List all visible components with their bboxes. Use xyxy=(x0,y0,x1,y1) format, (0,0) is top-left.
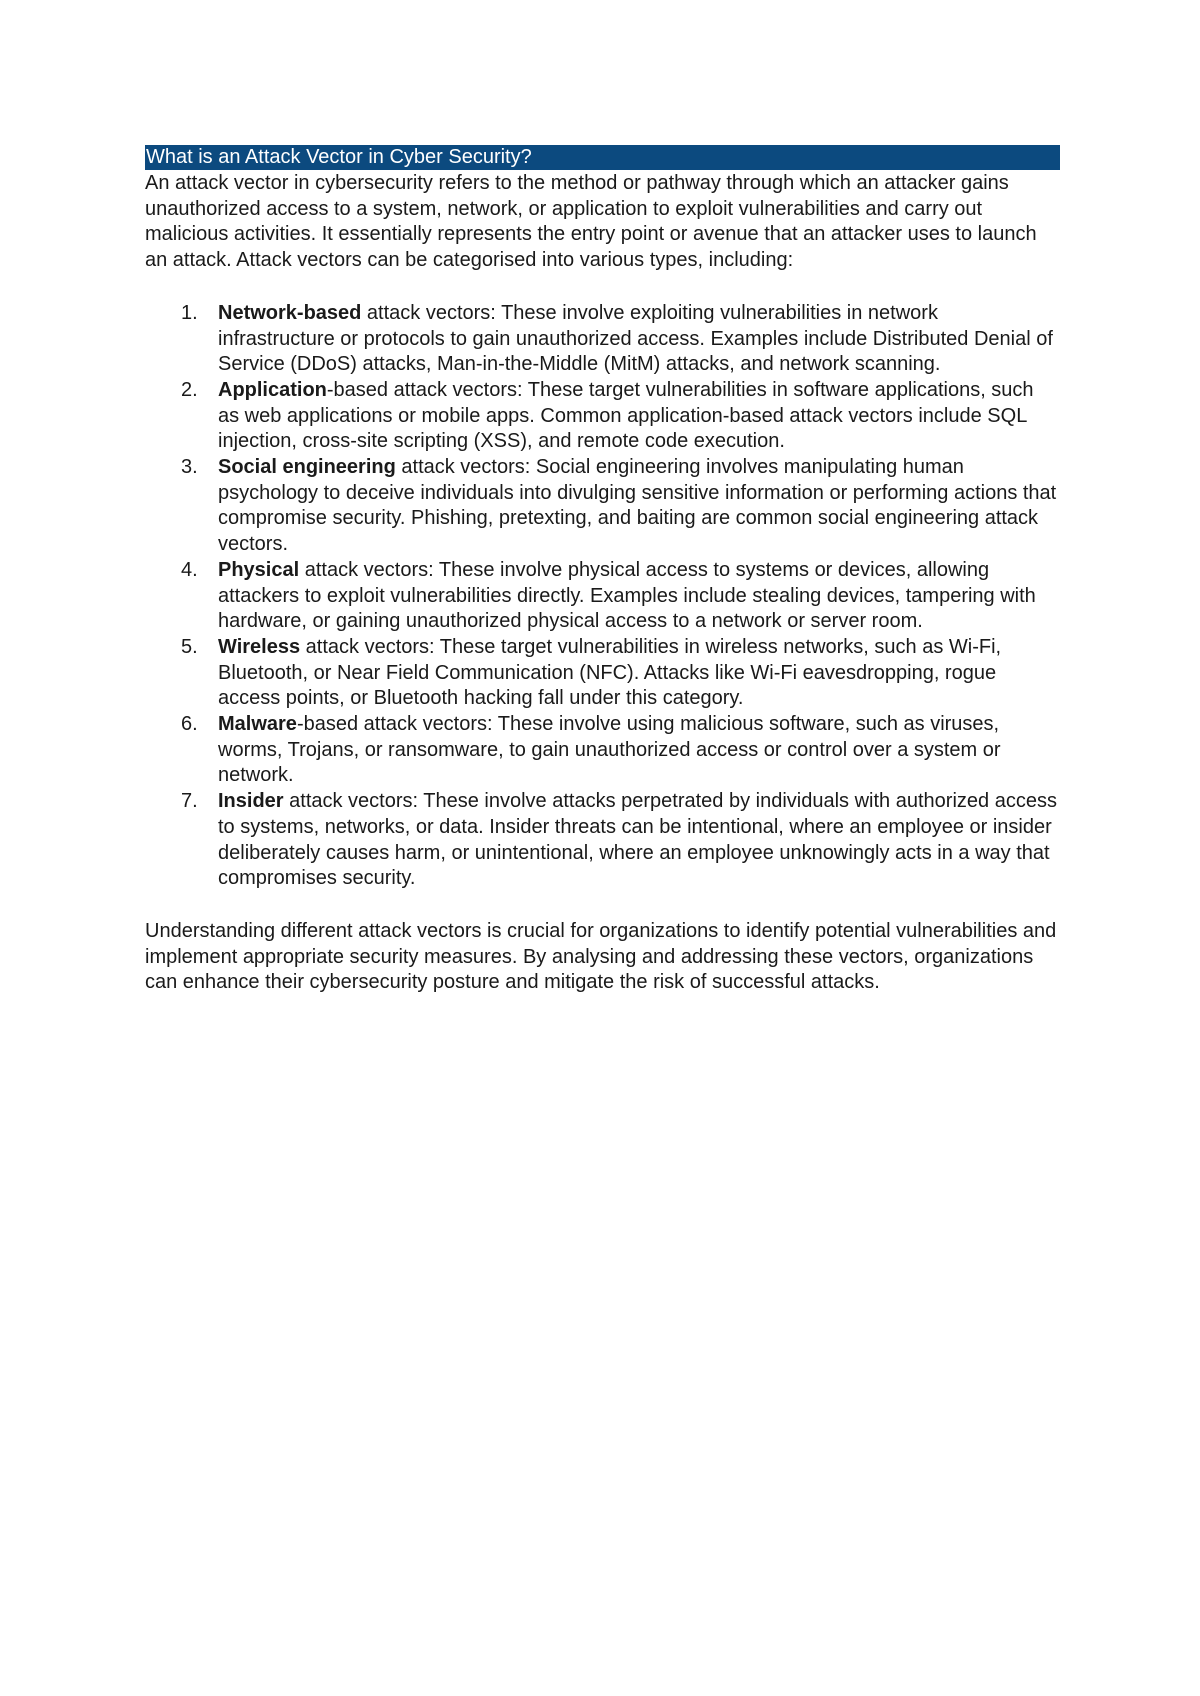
document-page xyxy=(145,145,1060,996)
list-item-number: 6. xyxy=(181,713,198,736)
list-item xyxy=(145,635,1060,712)
list-item-term: Malware xyxy=(218,713,297,736)
list-item-text: attack vectors: These involve exploiting vulnerabilities in network infrastructure or protocols to gain unauthorized access. Examples include Distributed Denial of Service (DDoS) attacks, Man-in-the-Middle (MitM) attacks, and network scanning. xyxy=(218,301,1053,376)
list-item-number: 7. xyxy=(181,790,198,813)
list-item-text: attack vectors: Social engineering involves manipulating human psychology to deceive individuals into divulging sensitive information or performing actions that compromise security. Phishing, pretexting, and baiting are common social engineering attack vectors. xyxy=(218,456,1057,556)
intro-paragraph: An attack vector in cybersecurity refers to the method or pathway through which an attacker gains unauthorized access to a system, network, or application to exploit vulnerabilities and carry out malicious activities. It essentially represents the entry point or avenue that an attacker uses to launch an attack. Attack vectors can be categorised into various types, including: xyxy=(145,172,1037,272)
list-item-number: 2. xyxy=(181,378,198,401)
list-item xyxy=(145,378,1060,455)
list-item-term: Social engineering xyxy=(218,456,396,479)
list-item-text: attack vectors: These target vulnerabilities in wireless networks, such as Wi-Fi, Bluetooth, or Near Field Communication (NFC). Attacks like Wi-Fi eavesdropping, rogue access points, or Bluetooth hacking fall under this category. xyxy=(218,635,1002,710)
list-item-term: Insider xyxy=(218,790,284,813)
list-item-number: 5. xyxy=(181,635,198,658)
list-item-number: 4. xyxy=(181,558,198,581)
list-item-term: Wireless xyxy=(218,635,301,658)
list-item xyxy=(145,558,1060,635)
list-item-text: -based attack vectors: These involve using malicious software, such as viruses, worms, Trojans, or ransomware, to gain unauthorized access or control over a system or network. xyxy=(218,713,1001,787)
list-item-term: Application xyxy=(218,378,327,401)
document-heading: What is an Attack Vector in Cyber Security? xyxy=(145,145,1060,170)
list-item-number: 3. xyxy=(181,456,198,479)
list-item-text: attack vectors: These involve attacks perpetrated by individuals with authorized access to systems, networks, or data. Insider threats can be intentional, where an employee or insider deliberately causes harm, or unintentional, where an employee unknowingly acts in a way that compromises security. xyxy=(218,790,1057,890)
attack-vector-list xyxy=(145,301,1060,892)
list-item xyxy=(145,712,1060,789)
list-item xyxy=(145,455,1060,558)
list-item-text: -based attack vectors: These target vulnerabilities in software applications, such as web applications or mobile apps. Common application-based attack vectors include SQL injection, cross-site scripting (XSS), and remote code execution. xyxy=(218,378,1034,453)
list-item-text: attack vectors: These involve physical access to systems or devices, allowing attackers to exploit vulnerabilities directly. Examples include stealing devices, tampering with hardware, or gaining unauthorized physical access to a network or server room. xyxy=(218,558,1036,633)
closing-paragraph: Understanding different attack vectors is crucial for organizations to identify potential vulnerabilities and implement appropriate security measures. By analysing and addressing these vectors, organizations can enhance their cybersecurity posture and mitigate the risk of successful attacks. xyxy=(145,919,1057,994)
list-item-term: Physical xyxy=(218,558,300,581)
list-item xyxy=(145,301,1060,378)
list-item-term: Network-based xyxy=(218,301,362,324)
list-item-number: 1. xyxy=(181,301,198,324)
list-item xyxy=(145,789,1060,892)
